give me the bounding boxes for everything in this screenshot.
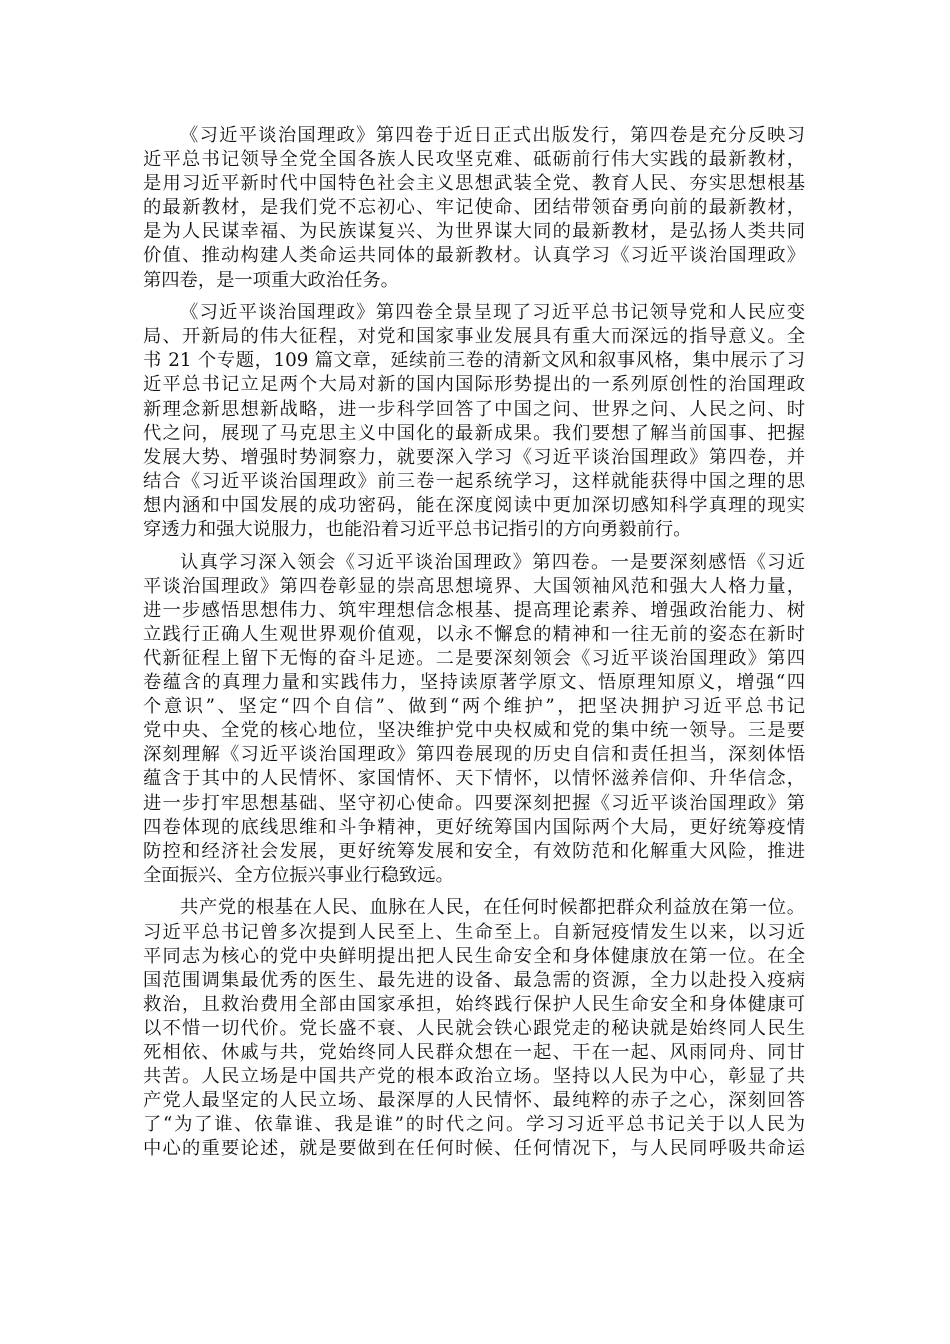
paragraph-line: 中心的重要论述，就是要做到在任何时候、任何情况下，与人民同呼吸共命运 [143, 1138, 805, 1160]
paragraph-line: 认真学习深入领会《习近平谈治国理政》第四卷。一是要深刻感悟《习近 [180, 551, 805, 573]
paragraph-line: 是为人民谋幸福、为民族谋复兴、为世界谋大同的最新教材，是弘扬人类共同 [143, 221, 805, 243]
paragraph-line: 价值、推动构建人类命运共同体的最新教材。认真学习《习近平谈治国理政》 [143, 245, 805, 267]
paragraph [143, 551, 805, 888]
paragraph-line: 党中央、全党的核心地位，坚决维护党中央权威和党的集中统一领导。三是要 [143, 720, 805, 742]
paragraph-line: 习近平总书记曾多次提到人民至上、生命至上。自新冠疫情发生以来，以习近 [143, 921, 805, 943]
paragraph-line: 近平总书记立足两个大局对新的国内国际形势提出的一系列原创性的治国理政 [143, 374, 805, 396]
paragraph-line: 《习近平谈治国理政》第四卷全景呈现了习近平总书记领导党和人民应变 [180, 302, 805, 324]
paragraph-line: 死相依、休戚与共，党始终同人民群众想在一起、干在一起、风雨同舟、同甘 [143, 1041, 805, 1063]
paragraph-line: 书 21 个专题，109 篇文章，延续前三卷的清新文风和叙事风格，集中展示了习 [143, 350, 805, 372]
paragraph-line: 局、开新局的伟大征程，对党和国家事业发展具有重大而深远的指导意义。全 [143, 326, 805, 348]
paragraph-line: 卷蕴含的真理力量和实践伟力，坚持读原著学原文、悟原理知原义，增强“四 [143, 672, 805, 694]
paragraph-line: 蕴含于其中的人民情怀、家国情怀、天下情怀，以情怀滋养信仰、升华信念， [143, 768, 805, 790]
paragraph-line: 发展大势、增强时势洞察力，就要深入学习《习近平谈治国理政》第四卷，并 [143, 446, 805, 468]
paragraph-line: 共苦。人民立场是中国共产党的根本政治立场。坚持以人民为中心，彰显了共 [143, 1066, 805, 1088]
paragraph-line: 以不惜一切代价。党长盛不衰、人民就会铁心跟党走的秘诀就是始终同人民生 [143, 1017, 805, 1039]
paragraph-line: 的最新教材，是我们党不忘初心、牢记使命、团结带领奋勇向前的最新教材， [143, 197, 805, 219]
paragraph-line: 个意识”、坚定“四个自信”、做到“两个维护”，把坚决拥护习近平总书记 [143, 696, 805, 718]
paragraph-line: 进一步打牢思想基础、坚守初心使命。四要深刻把握《习近平谈治国理政》第 [143, 792, 805, 814]
paragraph-line: 穿透力和强大说服力，也能沿着习近平总书记指引的方向勇毅前行。 [143, 519, 692, 540]
paragraph-line: 代之问，展现了马克思主义中国化的最新成果。我们要想了解当前国事、把握 [143, 422, 805, 444]
paragraph-line: 国范围调集最优秀的医生、最先进的设备、最急需的资源，全力以赴投入疫病 [143, 969, 805, 991]
document-body [143, 124, 805, 1170]
paragraph [143, 896, 805, 1161]
paragraph-line: 进一步感悟思想伟力、筑牢理想信念根基、提高理论素养、增强政治能力、树 [143, 599, 805, 621]
paragraph [143, 301, 805, 542]
paragraph-line: 《习近平谈治国理政》第四卷于近日正式出版发行，第四卷是充分反映习 [180, 125, 805, 146]
paragraph-line: 防控和经济社会发展，更好统筹发展和安全，有效防范和化解重大风险，推进 [143, 840, 805, 862]
paragraph-line: 结合《习近平谈治国理政》前三卷一起系统学习，这样就能获得中国之理的思 [143, 470, 805, 492]
paragraph-line: 是用习近平新时代中国特色社会主义思想武装全党、教育人民、夯实思想根基 [143, 173, 805, 195]
paragraph-line: 第四卷，是一项重大政治任务。 [143, 269, 399, 291]
paragraph-line: 平同志为核心的党中央鲜明提出把人民生命安全和身体健康放在第一位。在全 [143, 945, 805, 967]
paragraph-line: 新理念新思想新战略，进一步科学回答了中国之问、世界之问、人民之问、时 [143, 398, 805, 420]
paragraph-line: 平谈治国理政》第四卷彰显的崇高思想境界、大国领袖风范和强大人格力量， [143, 575, 805, 597]
paragraph [143, 124, 805, 293]
paragraph-line: 了“为了谁、依靠谁、我是谁”的时代之问。学习习近平总书记关于以人民为 [143, 1114, 805, 1136]
paragraph-line: 产党人最坚定的人民立场、最深厚的人民情怀、最纯粹的赤子之心，深刻回答 [143, 1090, 805, 1112]
paragraph-line: 代新征程上留下无悔的奋斗足迹。二是要深刻领会《习近平谈治国理政》第四 [143, 647, 805, 669]
paragraph-line: 立践行正确人生观世界观价值观，以永不懈怠的精神和一往无前的姿态在新时 [143, 623, 805, 645]
paragraph-line: 近平总书记领导全党全国各族人民攻坚克难、砥砺前行伟大实践的最新教材， [143, 149, 805, 171]
paragraph-line: 深刻理解《习近平谈治国理政》第四卷展现的历史自信和责任担当，深刻体悟 [143, 744, 805, 766]
paragraph-line: 想内涵和中国发展的成功密码，能在深度阅读中更加深切感知科学真理的现实 [143, 494, 805, 516]
paragraph-line: 全面振兴、全方位振兴事业行稳致远。 [143, 864, 454, 886]
paragraph-line: 共产党的根基在人民、血脉在人民，在任何时候都把群众利益放在第一位。 [180, 897, 805, 919]
paragraph-line: 救治，且救治费用全部由国家承担，始终践行保护人民生命安全和身体健康可 [143, 993, 805, 1015]
paragraph-line: 四卷体现的底线思维和斗争精神，更好统筹国内国际两个大局，更好统筹疫情 [143, 816, 805, 838]
